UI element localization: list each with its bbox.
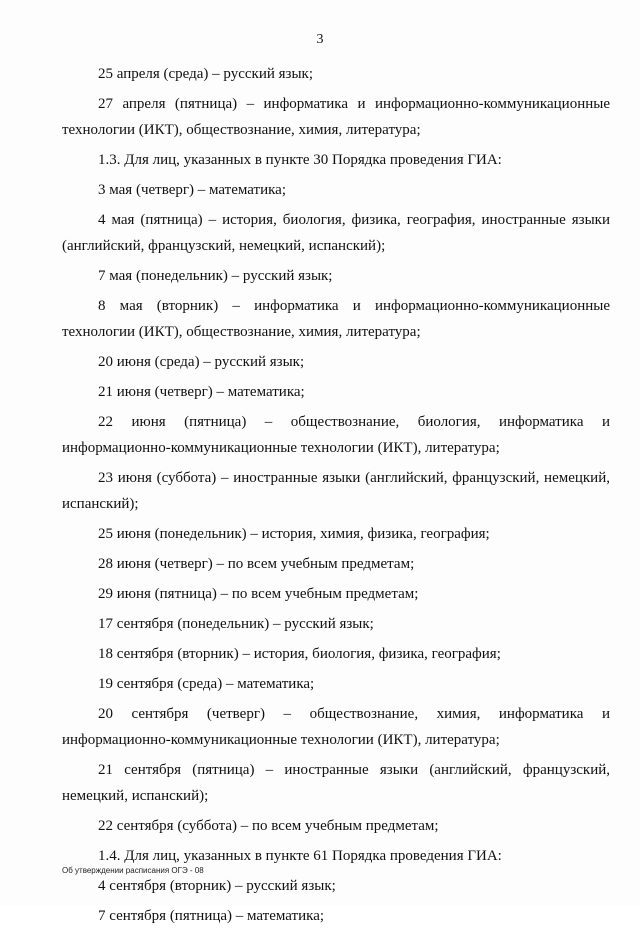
paragraph: 4 сентября (вторник) – русский язык;: [98, 878, 336, 894]
paragraph: 25 июня (понедельник) – история, химия, физика, география;: [98, 526, 490, 542]
paragraph: 1.3. Для лиц, указанных в пункте 30 Порядка проведения ГИА:: [98, 152, 502, 168]
paragraph: 19 сентября (среда) – математика;: [98, 676, 315, 692]
paragraph: 4 мая (пятница) – история, биология, физика, география, иностранные языки (английский, французский, немецкий, испанский);: [62, 212, 610, 254]
paragraph: 20 сентября (четверг) – обществознание, химия, информатика и информационно-коммуникационные технологии (ИКТ), литература;: [62, 706, 610, 748]
document-body: [62, 61, 610, 933]
paragraph: 3 мая (четверг) – математика;: [98, 182, 286, 198]
paragraph: 27 апреля (пятница) – информатика и информационно-коммуникационные технологии (ИКТ), обществознание, химия, литература;: [62, 96, 610, 138]
page-number: 3: [316, 32, 324, 47]
paragraph: 7 мая (понедельник) – русский язык;: [98, 268, 333, 284]
document-footer: Об утверждении расписания ОГЭ - 08: [62, 866, 204, 875]
paragraph: 23 июня (суббота) – иностранные языки (английский, французский, немецкий, испанский);: [62, 470, 610, 512]
paragraph: 17 сентября (понедельник) – русский язык;: [98, 616, 374, 632]
paragraph: 22 июня (пятница) – обществознание, биология, информатика и информационно-коммуникационные технологии (ИКТ), литература;: [62, 414, 610, 456]
paragraph: 1.4. Для лиц, указанных в пункте 61 Порядка проведения ГИА:: [98, 848, 502, 864]
paragraph: 21 июня (четверг) – математика;: [98, 384, 305, 400]
paragraph: 7 сентября (пятница) – математика;: [98, 908, 325, 924]
paragraph: 28 июня (четверг) – по всем учебным предметам;: [98, 556, 415, 572]
paragraph: 29 июня (пятница) – по всем учебным предметам;: [98, 586, 419, 602]
paragraph: 25 апреля (среда) – русский язык;: [98, 66, 313, 82]
paragraph: 20 июня (среда) – русский язык;: [98, 354, 305, 370]
paragraph: 22 сентября (суббота) – по всем учебным предметам;: [98, 818, 439, 834]
paragraph: 18 сентября (вторник) – история, биология, физика, география;: [98, 646, 501, 662]
paragraph: 21 сентября (пятница) – иностранные языки (английский, французский, немецкий, испанский);: [62, 762, 610, 804]
paragraph: 8 мая (вторник) – информатика и информационно-коммуникационные технологии (ИКТ), обществознание, химия, литература;: [62, 298, 610, 340]
